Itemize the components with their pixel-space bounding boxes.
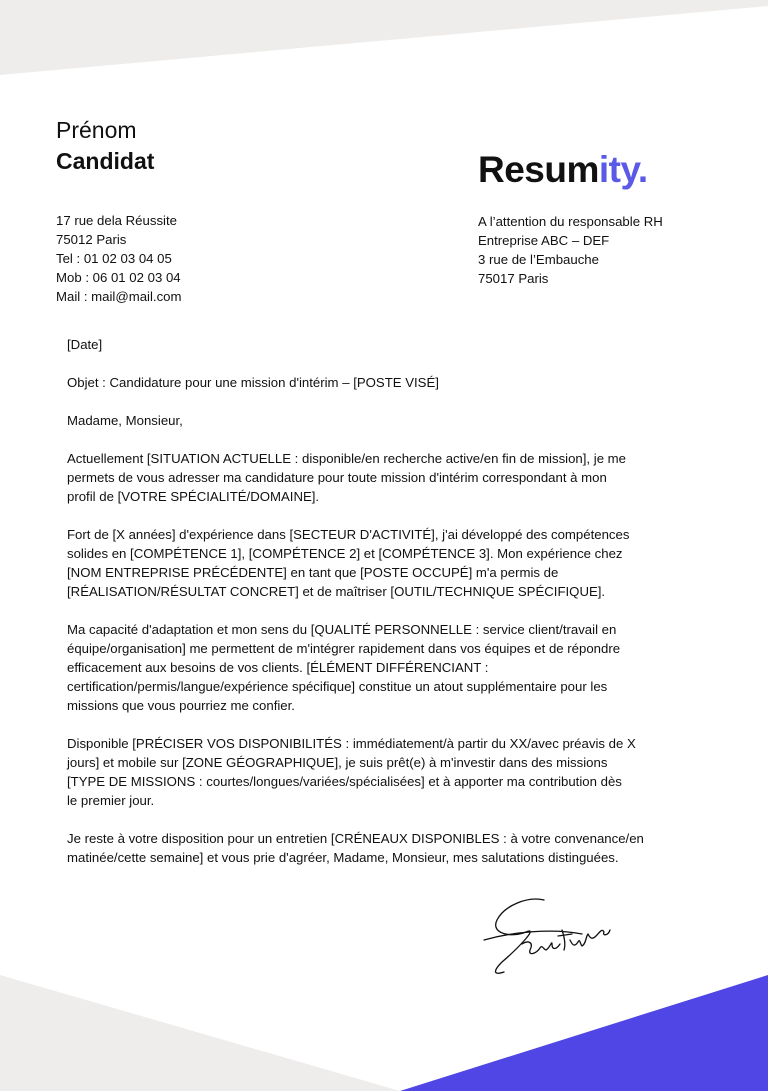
logo-text-accent: ity. xyxy=(598,149,648,190)
paragraph-line: Disponible [PRÉCISER VOS DISPONIBILITÉS : immédiatement/à partir du XX/avec préavis de X xyxy=(67,736,636,751)
paragraph-line: [NOM ENTREPRISE PRÉCÉDENTE] en tant que [POSTE OCCUPÉ] m'a permis de xyxy=(67,565,559,580)
paragraph-line: Fort de [X années] d'expérience dans [SECTEUR D'ACTIVITÉ], j'ai développé des compétences xyxy=(67,527,630,542)
handwritten-signature xyxy=(482,888,632,978)
paragraph-line: Ma capacité d'adaptation et mon sens du [QUALITÉ PERSONNELLE : service client/travail en xyxy=(67,622,617,637)
paragraph-line: jours] et mobile sur [ZONE GÉOGRAPHIQUE], je suis prêt(e) à m'investir dans des missions xyxy=(67,755,608,770)
recipient-city: 75017 Paris xyxy=(478,271,549,286)
bottom-blue-band xyxy=(400,975,768,1091)
paragraph-line: [RÉALISATION/RÉSULTAT CONCRET] et de maîtriser [OUTIL/TECHNIQUE SPÉCIFIQUE]. xyxy=(67,584,606,599)
sender-address-block xyxy=(56,211,182,306)
paragraph-line: missions que vous pourriez me confier. xyxy=(67,698,295,713)
letter-date: [Date] xyxy=(67,337,103,352)
letter-subject: Objet : Candidature pour une mission d'intérim – [POSTE VISÉ] xyxy=(67,375,439,390)
paragraph-line: [TYPE DE MISSIONS : courtes/longues/variées/spécialisées] et à apporter ma contribution dès xyxy=(67,774,622,789)
sender-street: 17 rue dela Réussite xyxy=(56,213,177,228)
paragraph-line: Actuellement [SITUATION ACTUELLE : disponible/en recherche active/en fin de mission], je me xyxy=(67,451,627,466)
recipient-attention: A l’attention du responsable RH xyxy=(478,214,663,229)
letter-salutation: Madame, Monsieur, xyxy=(67,413,183,428)
sender-mobile: Mob : 06 01 02 03 04 xyxy=(56,270,181,285)
paragraph-line: permets de vous adresser ma candidature pour toute mission d'intérim correspondant à mon xyxy=(67,470,607,485)
paragraph-line: Je reste à votre disposition pour un entretien [CRÉNEAUX DISPONIBLES : à votre convenance/en xyxy=(67,831,644,846)
paragraph-current-situation xyxy=(67,449,717,506)
top-gray-band xyxy=(0,0,768,75)
sender-city: 75012 Paris xyxy=(56,232,127,247)
paragraph-qualities xyxy=(67,620,717,715)
paragraph-line: profil de [VOTRE SPÉCIALITÉ/DOMAINE]. xyxy=(67,489,320,504)
letter-body xyxy=(67,335,717,886)
paragraph-line: certification/permis/langue/expérience spécifique] constitue un atout supplémentaire pour les xyxy=(67,679,608,694)
bottom-gray-band xyxy=(0,975,400,1091)
paragraph-line: efficacement aux besoins de vos clients. [ÉLÉMENT DIFFÉRENCIANT : xyxy=(67,660,489,675)
brand-logo xyxy=(478,145,648,195)
paragraph-experience xyxy=(67,525,717,601)
paragraph-availability xyxy=(67,734,717,810)
candidate-last-name: Candidat xyxy=(56,148,155,174)
paragraph-line: solides en [COMPÉTENCE 1], [COMPÉTENCE 2] et [COMPÉTENCE 3]. Mon expérience chez xyxy=(67,546,623,561)
logo-text-main: Resum xyxy=(478,149,599,190)
recipient-company: Entreprise ABC – DEF xyxy=(478,233,610,248)
recipient-street: 3 rue de l’Embauche xyxy=(478,252,599,267)
paragraph-line: le premier jour. xyxy=(67,793,155,808)
sender-phone: Tel : 01 02 03 04 05 xyxy=(56,251,172,266)
paragraph-closing xyxy=(67,829,717,867)
recipient-address-block xyxy=(478,212,663,288)
candidate-first-name: Prénom xyxy=(56,117,137,143)
paragraph-line: matinée/cette semaine] et vous prie d'agréer, Madame, Monsieur, mes salutations distinguées. xyxy=(67,850,619,865)
sender-email: Mail : mail@mail.com xyxy=(56,289,182,304)
paragraph-line: équipe/organisation] me permettent de m'intégrer rapidement dans vos équipes et de répondre xyxy=(67,641,621,656)
